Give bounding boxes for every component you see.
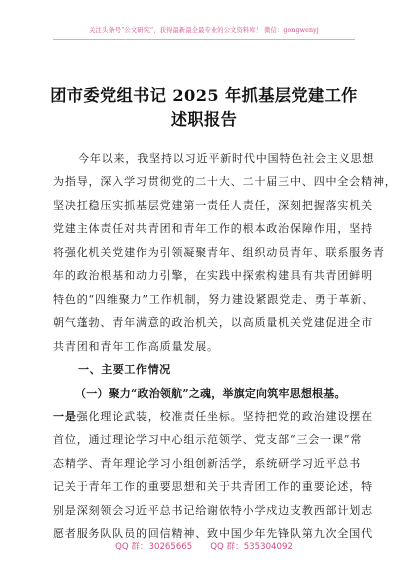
body-line: 愿者服务队队员的回信精神、致中国少年先锋队第九次全国代 <box>53 527 373 540</box>
body-line: 首位，通过理论学习中心组示范领学、党支部“三会一课”常 <box>53 433 363 446</box>
body-line: 记关于青年工作的重要思想和关于共青团工作的重要论述，特 <box>53 480 373 493</box>
body-line <box>53 409 373 424</box>
document-title-line-1: 团市委党组书记 2025 年抓基层党建工作 <box>50 86 358 105</box>
footer-qq-group-2: QQ 群：535304092 <box>210 542 293 552</box>
body-line: 坚决扛稳压实抓基层党建第一责任人责任，深刻把握落实机关 <box>53 199 373 212</box>
body-line: 将强化机关党建作为引领凝聚青年、组织动员青年、联系服务青 <box>53 246 385 259</box>
body-line: 朝气蓬勃、青年满意的政治机关，以高质量机关党建促进全市 <box>53 316 373 329</box>
body-line: 别是深刻领会习近平总书记给谢依特小学戍边支教西部计划志 <box>53 504 373 517</box>
footer-contacts <box>0 540 408 552</box>
body-line: 态精学、青年理论学习小组创新活学，系统研学习近平总书 <box>53 457 362 470</box>
body-line: 年的政治根基和动力引擎，在实践中探索构建具有共青团鲜明 <box>53 269 373 282</box>
document-title-line-2: 述职报告 <box>170 110 238 129</box>
section-heading: 一、主要工作情况 <box>78 363 171 376</box>
body-line: 党建主体责任对共青团和青年工作的根本政治保障作用，坚持 <box>53 222 373 235</box>
item-lead: 一是 <box>53 410 77 423</box>
body-line: 共青团和青年工作高质量发展。 <box>53 340 219 353</box>
header-note: 关注头条号“公文研究”，获得最新最全最专业的公文资料库！ 微信：gongwenyj <box>89 27 319 34</box>
body-line-text: 强化理论武装，校准责任坐标。坚持把党的政治建设摆在 <box>76 410 373 423</box>
body-line: 今年以来，我坚持以习近平新时代中国特色社会主义思想 <box>78 152 375 165</box>
footer-qq-group-1: QQ 群：30265665 <box>115 542 193 552</box>
body-line: 为指导，深入学习贯彻党的二十大、二十届三中、四中全会精神， <box>53 175 397 188</box>
subsection-heading: （一）聚力“政治领航”之魂，举旗定向筑牢思想根基。 <box>75 387 346 400</box>
body-line: 特色的“四维聚力”工作机制，努力建设紧跟党走、勇于革新、 <box>53 293 375 306</box>
header-divider <box>53 39 355 40</box>
